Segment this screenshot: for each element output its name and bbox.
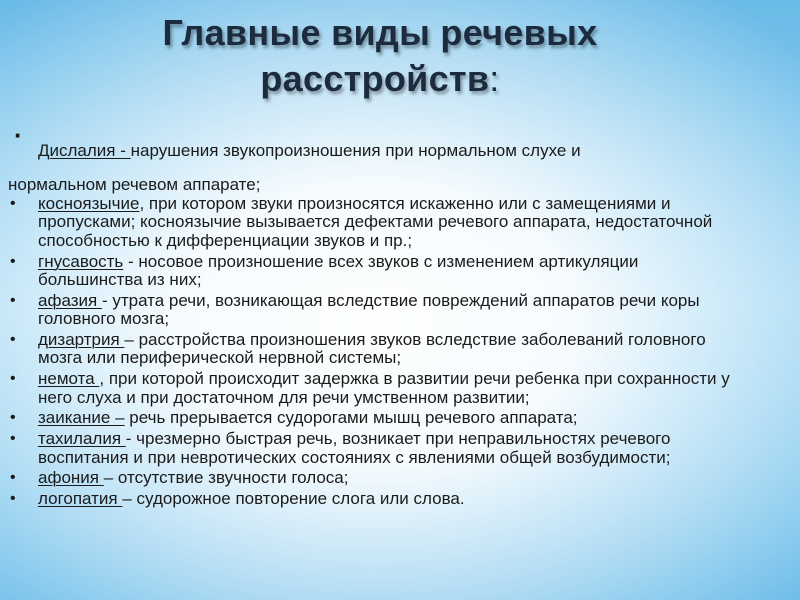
item-term: косноязычие [38,194,140,213]
bullet-icon: • [10,490,16,508]
title-line-1: Главные виды речевых [162,12,598,53]
item-term: дизартрия [38,330,125,350]
list-item [0,292,790,329]
item-text: – отсутствие звучности голоса; [103,468,349,488]
intro-line-2: нормальном речевом аппарате; [8,175,261,194]
item-text: – расстройства произношения звуков вследствие заболеваний головного мозга или периферической нервной системы; [38,330,706,368]
bullet-icon: • [10,195,16,212]
list-item [0,409,790,427]
list-item [0,430,790,467]
list-item [0,195,790,250]
item-term: заикание – [38,408,125,428]
title-line-2-text: расстройств [260,58,490,99]
title-line-2 [60,56,700,102]
item-term: логопатия [38,489,123,509]
item-text: , при котором звуки произносятся искаженно или с замещениями и пропусками; косноязычие вызывается дефектами речевого аппарата, недостаточной способностью к дифференциации звуков и пр.; [38,194,713,250]
bullet-icon: • [10,370,16,388]
item-term: тахилалия [38,429,126,449]
item-text: – судорожное повторение слога или слова. [122,489,465,509]
intro-marker: · [14,120,23,150]
bullet-icon: • [10,409,16,427]
item-text: - носовое произношение всех звуков с изменением артикуляции большинства из них; [38,251,639,290]
intro-text-1: нарушения звукопроизношения при нормальном слухе и [130,141,581,160]
item-text: - чрезмерно быстрая речь, возникает при неправильностях речевого воспитания и при невротических состояниях с явлениями общей возбудимости; [38,429,671,467]
title-colon: : [489,58,500,99]
item-text: - утрата речи, возникающая вследствие повреждений аппаратов речи коры головного мозга; [38,290,700,329]
list-item [0,331,790,368]
list-item [0,370,790,407]
item-term: немота [38,369,100,389]
list-item [0,469,790,487]
bullet-icon: • [10,430,16,448]
disorder-list [0,195,790,511]
intro-line-1 [38,141,581,161]
bullet-icon: • [10,331,16,349]
intro-term: Дислалия - [38,141,131,160]
bullet-icon: • [10,252,16,270]
bullet-icon: • [10,291,16,309]
bullet-icon: • [10,469,16,487]
list-item [0,253,790,290]
item-term: афония [38,468,104,488]
slide-title [60,10,700,102]
item-text: речь прерывается судорогами мышц речевого аппарата; [124,408,578,428]
item-term: гнусавость [38,251,124,271]
item-text: , при которой происходит задержка в развитии речи ребенка при сохранности у него слуха и при достаточном для речи умственном развитии; [38,369,730,407]
item-term: афазия [38,290,102,310]
list-item [0,490,790,508]
